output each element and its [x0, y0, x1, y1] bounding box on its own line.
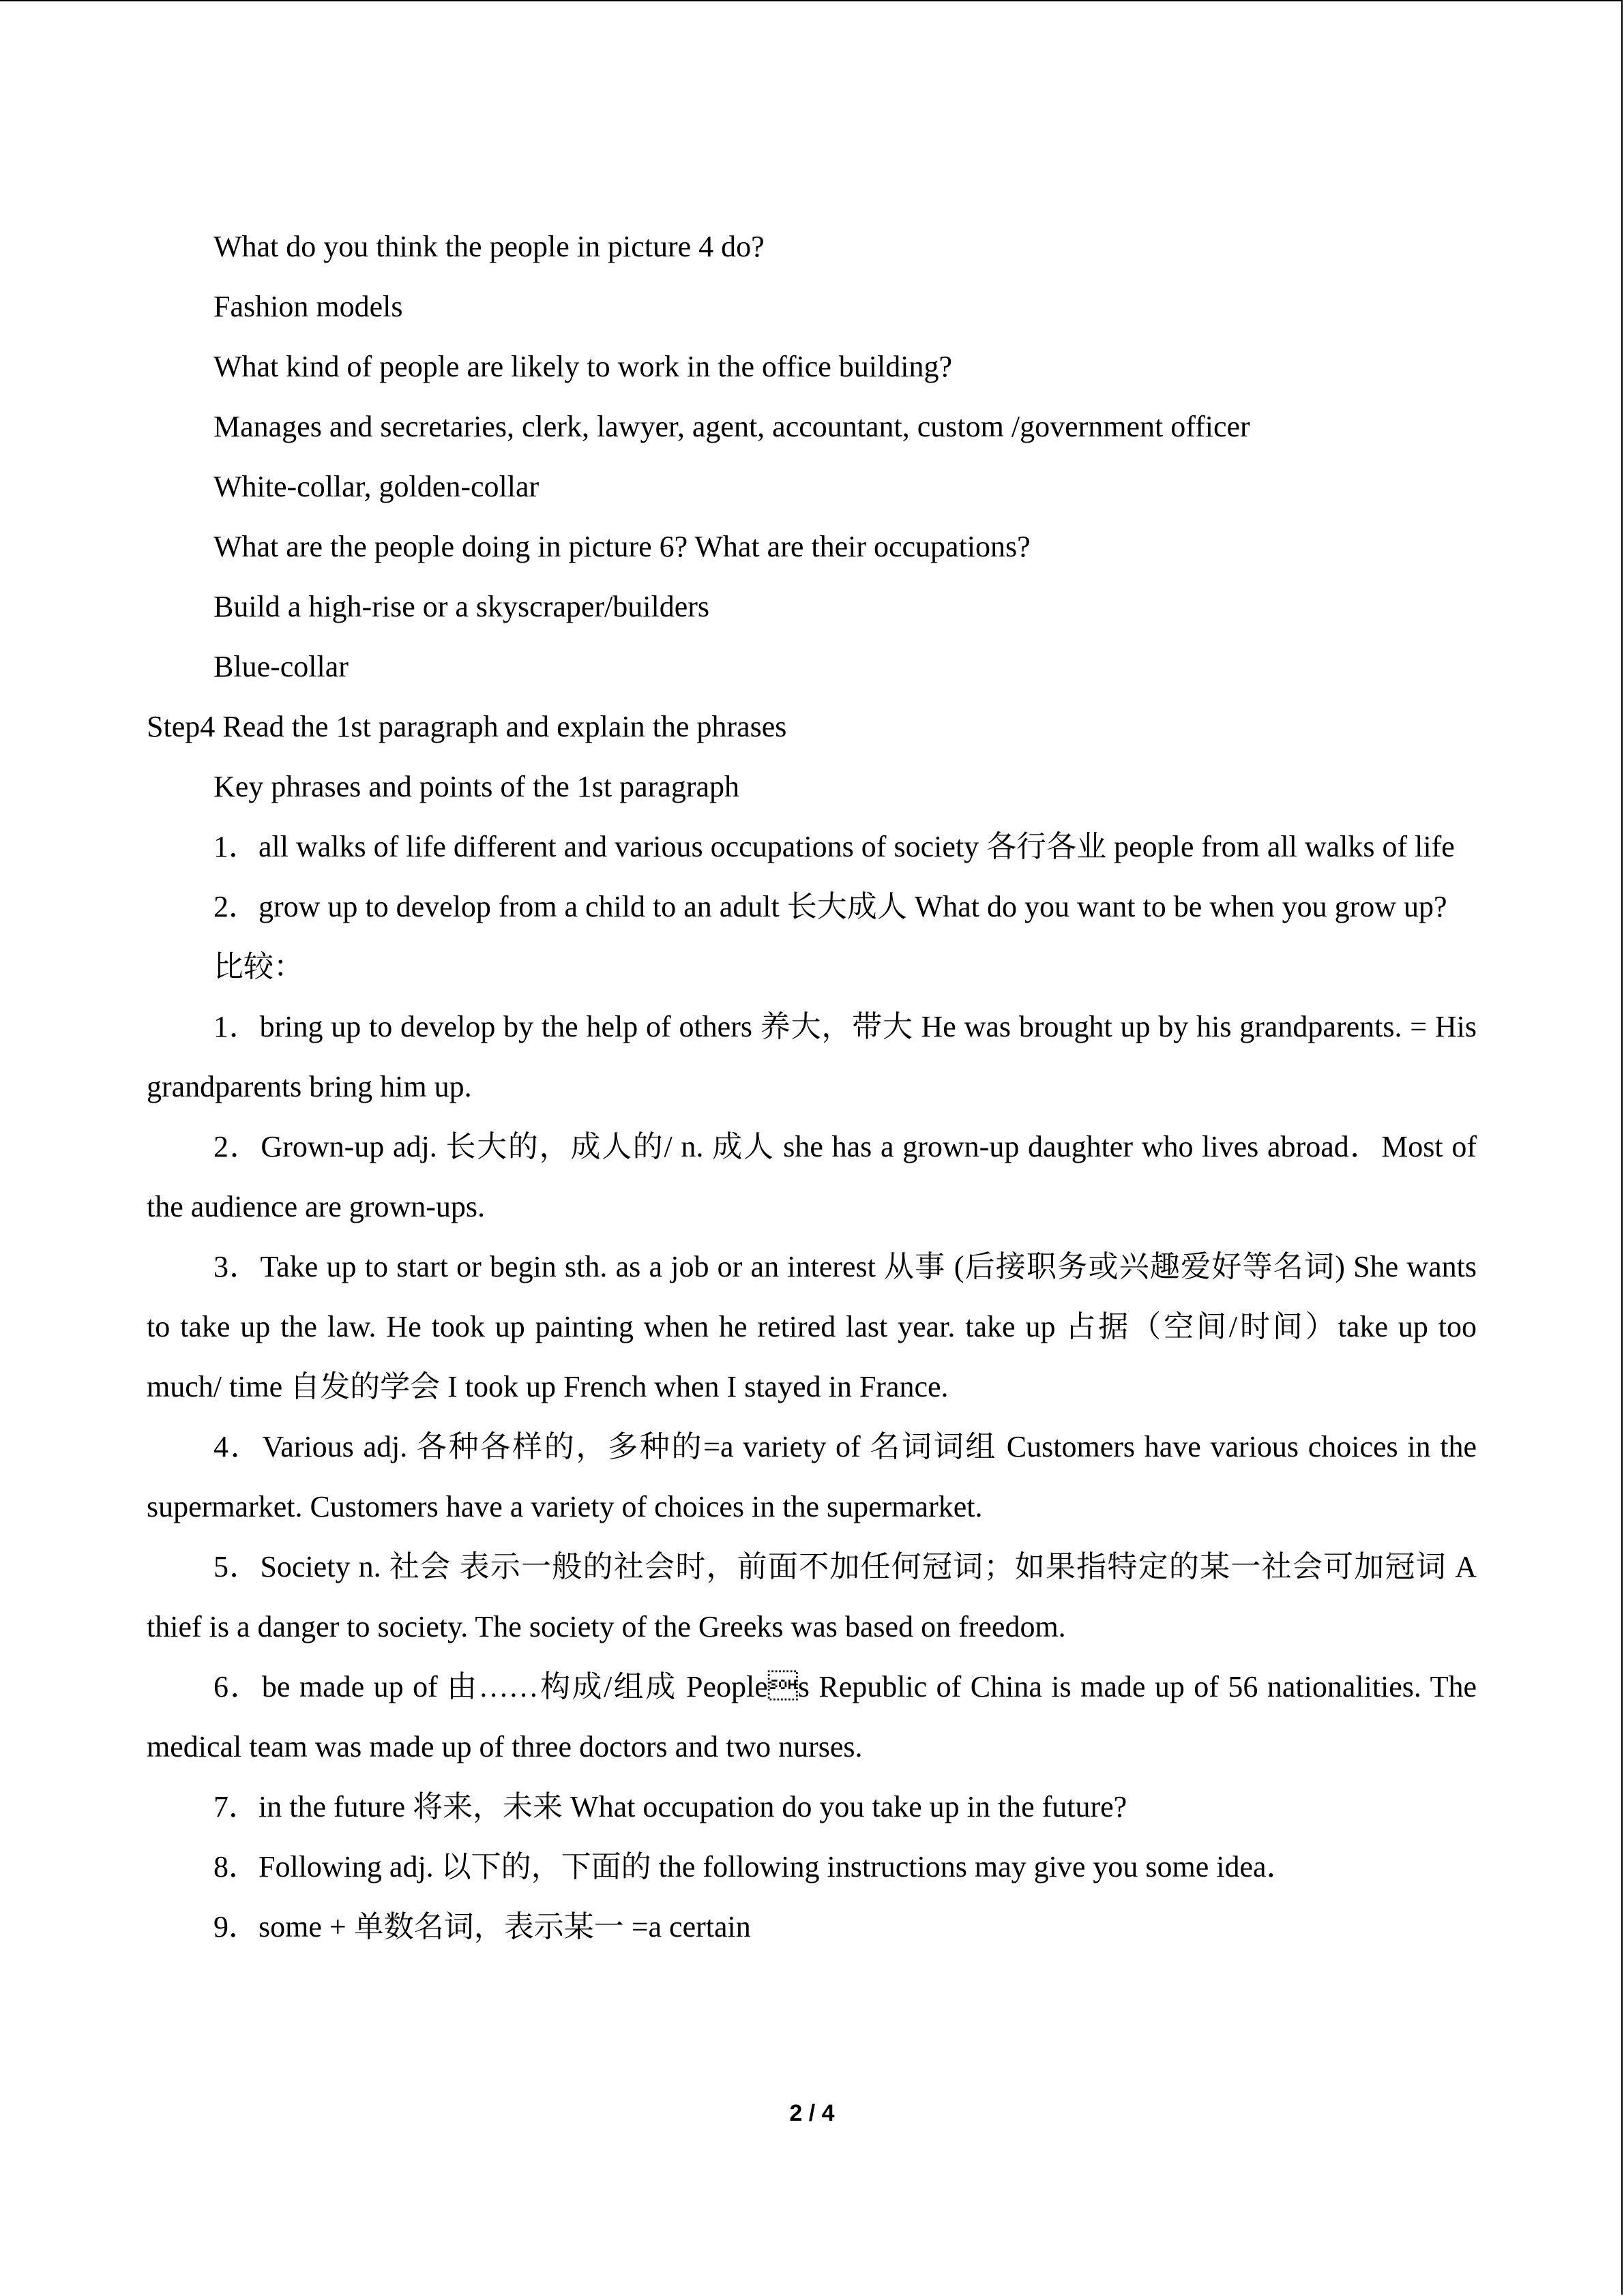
key-phrases-heading: Key phrases and points of the 1st paragraph [213, 770, 740, 803]
compare-2: 2．Grown-up adj. 长大的，成人的/ n. 成人 she has a grown-up daughter who lives abroad．Most of the audience are grown-ups. [147, 1130, 1477, 1223]
compare-label: 比较： [213, 950, 304, 983]
answer-office-building: Manages and secretaries, clerk, lawyer, agent, accountant, custom /government officer [213, 410, 1250, 443]
compare-4: 4．Various adj. 各种各样的，多种的=a variety of 名词词组 Customers have various choices in the supermarket. Customers have a variety of choices in the supermarket. [147, 1430, 1477, 1523]
compare-9: 9．some + 单数名词，表示某一 =a certain [213, 1910, 751, 1943]
compare-8: 8．Following adj. 以下的，下面的 the following instructions may give you some idea． [213, 1850, 1297, 1883]
phrase-1: 1．all walks of life different and various occupations of society 各行各业 people from all walks of life [213, 830, 1455, 863]
compare-1: 1．bring up to develop by the help of others 养大，带大 He was brought up by his grandparents. = His grandparents bring him up. [147, 1010, 1477, 1103]
document-body [147, 217, 1477, 1957]
page-number: 2 / 4 [789, 2100, 835, 2126]
collar-types-2: Blue-collar [213, 650, 349, 683]
question-picture-6: What are the people doing in picture 6? What are their occupations? [213, 530, 1031, 563]
compare-5: 5．Society n. 社会 表示一般的社会时，前面不加任何冠词；如果指特定的某一社会可加冠词 A thief is a danger to society. The society of the Greeks was based on freedom. [147, 1550, 1477, 1643]
collar-types-1: White-collar, golden-collar [213, 470, 540, 503]
answer-picture-4: Fashion models [213, 290, 403, 323]
compare-3: 3．Take up to start or begin sth. as a job or an interest 从事 (后接职务或兴趣爱好等名词) She wants to take up the law. He took up painting when he retired last year. take up 占据（空间/时间）take up too much/ time 自发的学会 I took up French when I stayed in France. [147, 1250, 1477, 1403]
question-picture-4: What do you think the people in picture 4 do? [213, 230, 765, 263]
step4-heading: Step4 Read the 1st paragraph and explain the phrases [147, 710, 787, 743]
answer-picture-6: Build a high-rise or a skyscraper/builders [213, 590, 710, 623]
phrase-2: 2．grow up to develop from a child to an adult 长大成人 What do you want to be when you grow up? [213, 890, 1447, 923]
compare-6: 6．be made up of 由……构成/组成 Peoples Republic of China is made up of 56 nationalities. The medical team was made up of three doctors and two nurses. [147, 1670, 1477, 1763]
question-office-building: What kind of people are likely to work in the office building? [213, 350, 952, 383]
compare-7: 7．in the future 将来，未来 What occupation do you take up in the future? [213, 1790, 1127, 1823]
